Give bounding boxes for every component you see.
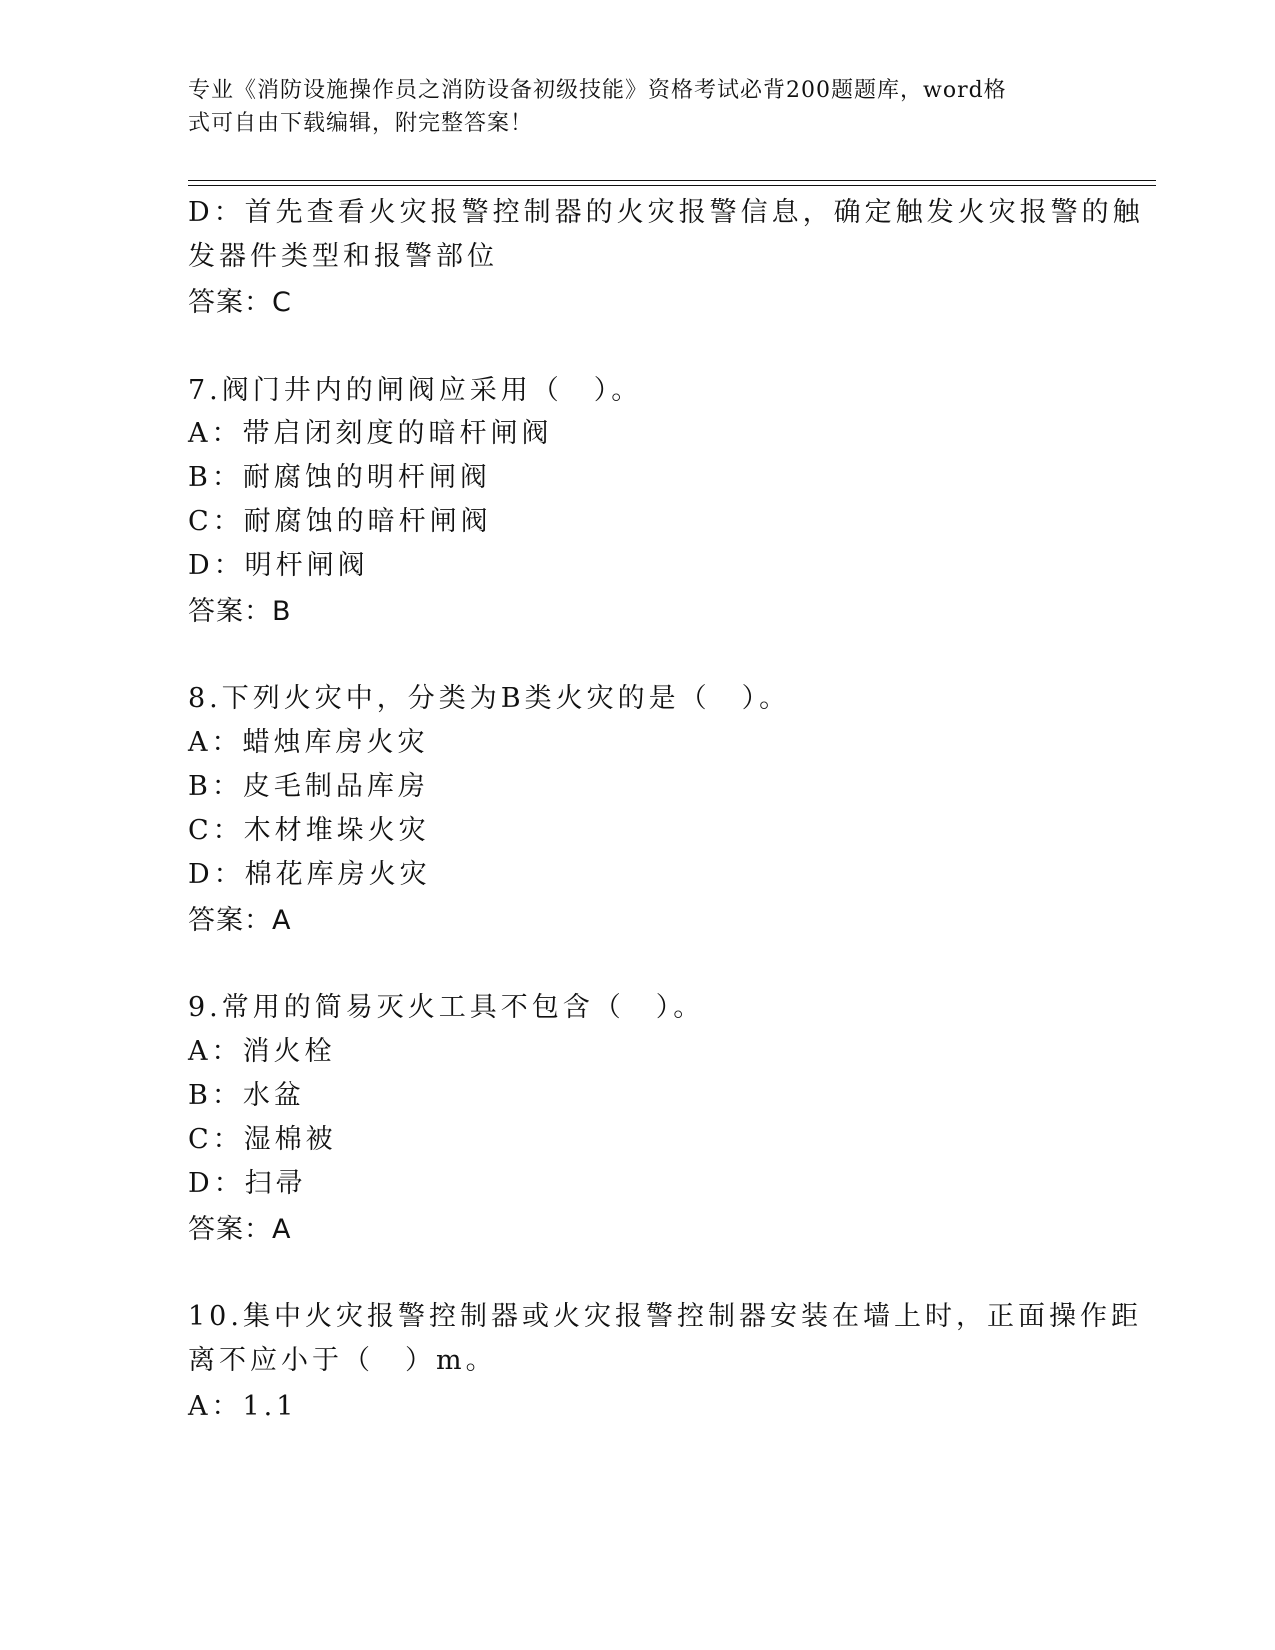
prev-answer: 答案：C: [188, 287, 292, 318]
question-10-stem-line2: 离不应小于（ ）m。: [188, 1345, 497, 1376]
question-7-answer: 答案：B: [188, 596, 292, 627]
header-divider-top: [188, 180, 1156, 181]
header-line-1: 专业《消防设施操作员之消防设备初级技能》资格考试必背200题题库，word格: [188, 78, 1007, 103]
question-8-stem: 8.下列火灾中，分类为B类火灾的是（ ）。: [188, 683, 791, 714]
question-9-answer: 答案：A: [188, 1214, 292, 1245]
question-8-option-d: D：棉花库房火灾: [188, 859, 431, 890]
question-10-stem-line1: 10.集中火灾报警控制器或火灾报警控制器安装在墙上时，正面操作距: [188, 1301, 1142, 1332]
prev-option-d-line2: 发器件类型和报警部位: [188, 241, 498, 272]
question-7-option-a: A：带启闭刻度的暗杆闸阀: [188, 418, 553, 449]
question-7-option-c: C：耐腐蚀的暗杆闸阀: [188, 506, 492, 537]
prev-option-d-line1: D：首先查看火灾报警控制器的火灾报警信息，确定触发火灾报警的触: [188, 197, 1144, 228]
question-10-option-a: A：1.1: [188, 1391, 298, 1422]
question-7-option-b: B：耐腐蚀的明杆闸阀: [188, 462, 491, 493]
header-divider-bottom: [188, 185, 1156, 186]
question-9-option-a: A：消火栓: [188, 1036, 336, 1067]
question-7-stem: 7.阀门井内的闸阀应采用（ ）。: [188, 375, 643, 406]
question-8-answer: 答案：A: [188, 905, 292, 936]
header-line-2: 式可自由下载编辑，附完整答案！: [188, 111, 534, 136]
question-9-option-c: C：湿棉被: [188, 1124, 337, 1155]
question-9-stem: 9.常用的简易灭火工具不包含（ ）。: [188, 992, 705, 1023]
question-7-option-d: D：明杆闸阀: [188, 550, 369, 581]
question-9-option-b: B：水盆: [188, 1080, 305, 1111]
question-8-option-a: A：蜡烛库房火灾: [188, 727, 429, 758]
question-9-option-d: D：扫帚: [188, 1168, 307, 1199]
question-8-option-c: C：木材堆垛火灾: [188, 815, 430, 846]
question-8-option-b: B：皮毛制品库房: [188, 771, 429, 802]
page-header: [188, 74, 1068, 140]
